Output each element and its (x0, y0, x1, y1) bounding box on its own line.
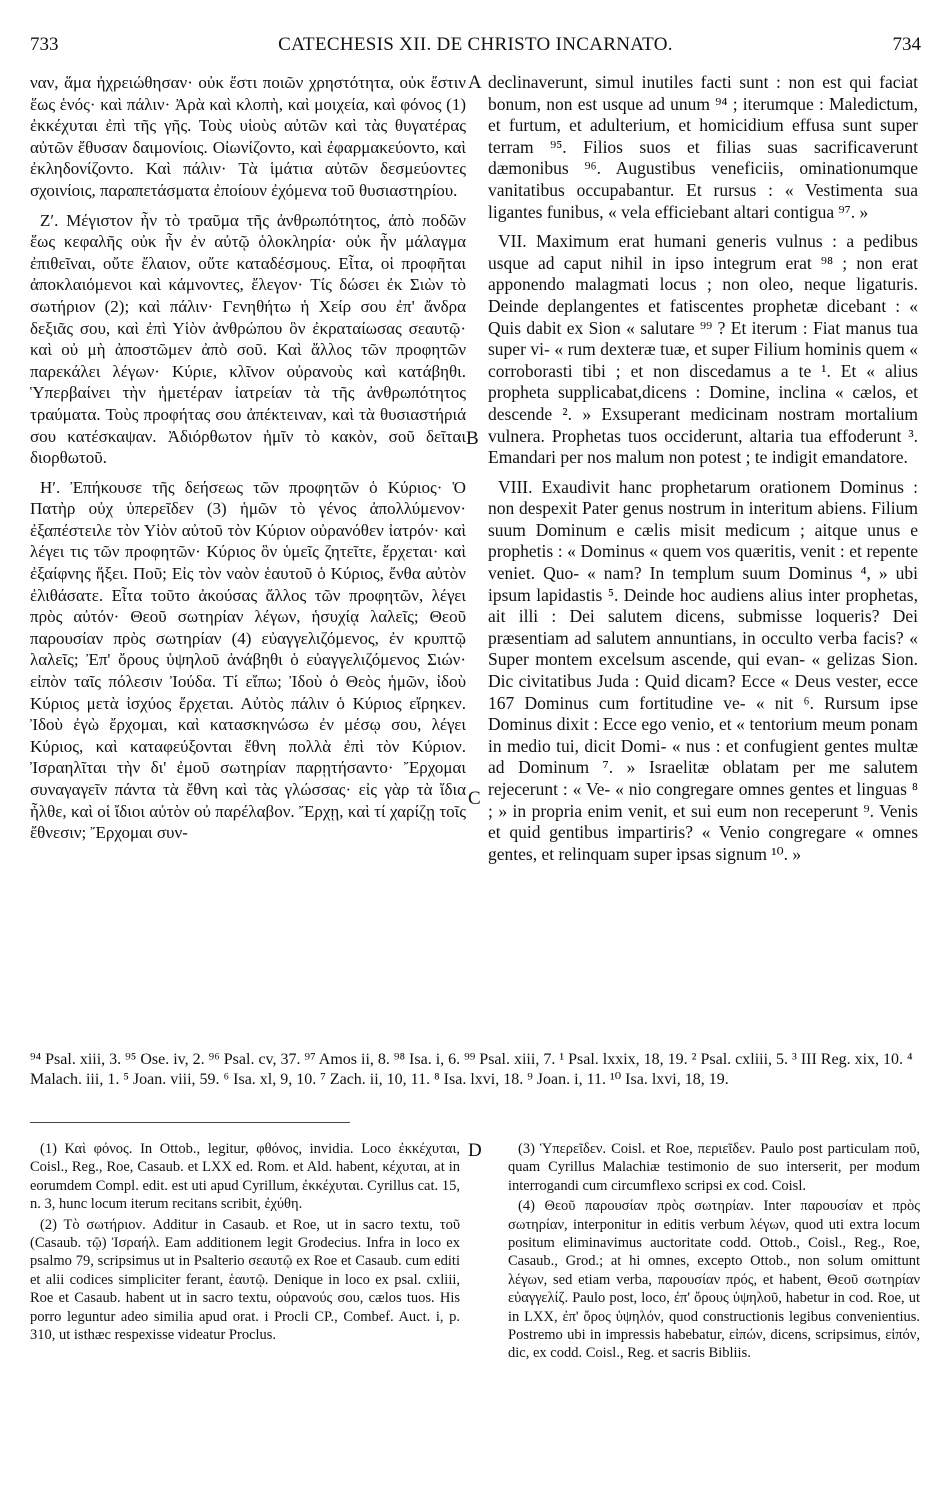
latin-section-8: VIII. Exaudivit hanc prophetarum orationem Dominus : non despexit Pater genus nostrum in interitum abiens. Filium suum Dominum e cælis misit medicum ; aitque unus e prophetis : « Dominus « quem vos quæritis, venit : et repente veniet. Quo- « nam? In templum suum Dominus ⁴, » ubi ipsum lapidastis ⁵. Deinde hoc audiens alius inter prophetas, ait illi : Dei salutem dicens, submisse loqueris? Dei præsentiam ad salutem annuntians, in occulto verba facis? « Super montem excelsum ascende, qui evan- « gelizas Sion. Dic civitatibus Juda : Quid dicam? Ecce « Deus vester, ecce 167 Dominus cum fortitudine ve- « nit ⁶. Rursum ipse Dominus dixit : Ecce ego venio, et « tentorium meum ponam in medio tui, dicit Domi- « nus : et confugient gentes multæ ad Dominum ⁷. » Israelitæ oblatam per me salutem rejecerunt : « Ve- « nio congregare omnes gentes et linguas ⁸ ; » in propria enim venit, et sui eum non receperunt ⁹. Venis et quid gentibus impartiris? « Venio congregare « omnes gentes, et relinquam super ipsas signum ¹⁰. » (488, 476, 918, 864)
greek-section-7: Ζʹ. Μέγιστον ἦν τὸ τραῦμα τῆς ἀνθρωπότητος, ἀπὸ ποδῶν ἕως κεφαλῆς οὐκ ἦν ἐν αὐτῷ ὁλοκληρία· οὐκ ἦν μάλαγμα ἐπιθεῖναι, οὔτε ἔλαιον, οὔτε καταδέσμους. Εἶτα, οἱ προφῆται ἀποκλαιόμενοι καὶ κάμνοντες, ἔλεγον· Τίς δώσει ἐκ Σιὼν τὸ σωτήριον (2); καὶ πάλιν· Γενηθήτω ἡ Χείρ σου ἐπ' ἄνδρα δεξιᾶς σου, καὶ ἐπὶ Υἱὸν ἀνθρώπου ὃν ἐκραταίωσας σεαυτῷ· καὶ οὐ μὴ ἀποστῶμεν ἀπὸ σοῦ. Καὶ ἄλλος τῶν προφητῶν παρεκάλει λέγων· Κύριε, κλῖνον οὐρανοὺς καὶ κατάβηθι. Ὑπερβαίνει τὴν ἡμετέραν ἰατρείαν τὰ τῆς ἀνθρωπότητος τραύματα. Τοὺς προφήτας σου ἀπέκτειναν, καὶ τὰ θυσιαστήριά σου κατέσκαψαν. Ἀδιόρθωτον ἡμῖν τὸ κακὸν, σοῦ δεῖται διορθωτοῦ. (30, 210, 466, 468)
margin-letter-b: B (466, 428, 479, 449)
latin-paragraph-1: declinaverunt, simul inutiles facti sunt : non est qui faciat bonum, non est usque ad unum ⁹⁴ ; iterumque : Maledictum, et furtum, et adulterium, et homicidium effusa sunt super terram ⁹⁵. Filios suos et filias suas sacrificaverunt dæmonibus ⁹⁶. Augustibus veneficiis, ominationumque vanitatibus occupabantur. Et rursus : « Vestimenta sua ligantes funibus, « vela efficiebant altari contigua ⁹⁷. » (488, 72, 918, 222)
greek-section-8: Ηʹ. Ἐπήκουσε τῆς δεήσεως τῶν προφητῶν ὁ Κύριος· Ὁ Πατὴρ οὐχ ὑπερεῖδεν (3) ἡμῶν τὸ γένος ἀπολλύμενον· ἐξαπέστειλε τὸν Υἱὸν αὐτοῦ τὸν Κύριον οὐρανόθεν ἰατρόν· καὶ λέγει τις τῶν προφητῶν· Κύριος ὃν ὑμεῖς ζητεῖτε, ἔρχεται· καὶ ἐξαίφνης ἥξει. Ποῦ; Εἰς τὸν ναὸν ἑαυτοῦ ὁ Κύριος, ἔνθα αὐτὸν ἐλιθάσατε. Εἶτα τοῦτο ἀκούσας ἄλλος τῶν προφητῶν, λέγει πρὸς αὐτόν· Θεοῦ σωτηρίαν λέγων, ἡσυχίᾳ λαλεῖς; Θεοῦ παρουσίαν πρὸς σωτηρίαν (4) εὐαγγελιζόμενος, ἐν κρυπτῷ λαλεῖς; Ἐπ' ὄρους ὑψηλοῦ ἀνάβηθι ὁ εὐαγγελιζόμενος Σιών· εἰπὸν ταῖς πόλεσιν Ἰούδα. Τί εἴπω; Ἰδοὺ ὁ Θεὸς ἡμῶν, ἰδοὺ Κύριος μετὰ ἰσχύος ἔρχεται. Αὐτὸς πάλιν ὁ Κύριος εἴρηκεν. Ἰδοὺ ἐγὼ ἔρχομαι, καὶ κατασκηνώσω ἐν μέσῳ σου, λέγει Κύριος, καὶ καταφεύξονται ἔθνη πολλὰ ἐπὶ τὸν Κύριον. Ἰσραηλῖται τὴν δι' ἐμοῦ σωτηρίαν παρῃτήσαντο· Ἔρχομαι συναγαγεῖν πάντα τὰ ἔθνη καὶ τὰς γλώσσας· εἰς γὰρ τὰ ἴδια ἦλθε, καὶ οἱ ἴδιοι αὐτὸν οὐ παρέλαβον. Ἔρχῃ, καὶ τί χαρίζῃ τοῖς ἔθνεσιν; Ἔρχομαι συν- (30, 477, 466, 843)
running-title: CATECHESIS XII. DE CHRISTO INCARNATO. (278, 34, 673, 55)
latin-section-7: VII. Maximum erat humani generis vulnus : a pedibus usque ad caput nihil in ipso integrum erat ⁹⁸ ; non erat apponendo malagmati locus ; non oleo, neque ligaturis. Deinde deplangentes et fatiscentes prophetæ dicebant : « Quis dabit ex Sion « salutare ⁹⁹ ? Et iterum : Fiat manus tua super vi- « rum dexteræ tuæ, et super Filium hominis quem « corroborasti tibi ; et non discedamus a te ¹. Et « alius propheta supplicabat,dicens : Domine, inclina « cælos, et descende ². » Exsuperant medicinam nostram mortalium vulnera. Prophetas tuos occiderunt, altaria tua effoderunt ³. Emandari per nos malum non potest ; te indigit emandatore. (488, 231, 918, 468)
footnote-2: (2) Τὸ σωτήριον. Additur in Casaub. et Roe, ut in sacro textu, τοῦ (Casaub. τῷ) Ἰσραήλ. Eam additionem legit Grodecius. Infra in loco ex psalmo 79, scripsimus ut in Psalterio σεαυτῷ ex Roe et Casaub. cum editi et alii codices simpliciter ferant, ἑαυτῷ. Denique in loco ex psal. cxliii, Roe et Casaub. habent ut in sacro textu, οὐρανούς σου, cælos tuos. His porro leguntur adeo similia apud orat. i Procli CP., Combef. Auct. i, p. 310, ut isthæc respexisse videatur Proclus. (30, 1216, 460, 1344)
scripture-references: ⁹⁴ Psal. xiii, 3. ⁹⁵ Ose. iv, 2. ⁹⁶ Psal. cv, 37. ⁹⁷ Amos ii, 8. ⁹⁸ Isa. i, 6. ⁹⁹ Psal. xiii, 7. ¹ Psal. lxxix, 18, 19. ² Psal. cxliii, 5. ³ III Reg. xix, 10. ⁴ Malach. iii, 1. ⁵ Joan. viii, 59. ⁶ Isa. xl, 9, 10. ⁷ Zach. ii, 10, 11. ⁸ Isa. lxvi, 18. ⁹ Joan. i, 11. ¹⁰ Isa. lxvi, 18, 19. (30, 1051, 913, 1088)
footnote-4: (4) Θεοῦ παρουσίαν πρὸς σωτηρίαν. Inter παρουσίαν et πρὸς σωτηρίαν, interponitur in editis verbum λέγων, quod uti extra locum positum eliminavimus auctoritate codd. Ottob., Coisl., Reg., Roe, Casaub., Grod.; at hi omnes, excepto Ottob., non solum omittunt λέγων, sed etiam verba, παρουσίαν πρός, et habent, Θεοῦ σωτηρίαν εὐαγγελίζ. Paulo post, loco, ἐπ' ὄρους ὑψηλοῦ, habetur in cod. Roe, ut in LXX, ἐπ' ὄρος ὑψηλόν, quod constructionis legibus convenientius. Postremo ubi in impressis habebatur, εἰπών, dicens, scripsimus, εἰπόν, dic, ex codd. Coisl., Reg. et sacris Bibliis. (508, 1198, 920, 1362)
margin-letter-d: D (468, 1140, 482, 1161)
page-number-right: 734 (892, 34, 921, 55)
footnote-1: (1) Καὶ φόνος. In Ottob., legitur, φθόνος, invidia. Loco ἐκκέχυται, Coisl., Reg., Roe, Casaub. et LXX ed. Rom. et Ald. habent, κέχυται, at in eorumdem Compl. edit. est uti apud Cyrillum, ἐκκέχυται. Cyrillus cat. 15, n. 3, hunc locum iterum recitans scribit, ἐχύθη. (30, 1141, 460, 1213)
margin-letter-a: A (468, 72, 482, 93)
margin-letter-c: C (468, 788, 481, 809)
greek-column (30, 72, 466, 852)
greek-paragraph-1: ναν, ἅμα ἠχρειώθησαν· οὐκ ἔστι ποιῶν χρηστότητα, οὐκ ἔστιν ἕως ἑνός· καὶ πάλιν· Ἀρὰ καὶ κλοπὴ, καὶ μοιχεία, καὶ φόνος (1) ἐκκέχυται ἐπὶ τῆς γῆς. Τοὺς υἱοὺς αὐτῶν καὶ τὰς θυγατέρας αὐτῶν ἔθυσαν δαιμονίοις. Οἰωνίζοντο, καὶ ἐφαρμακεύοντο, καὶ ἐκληδονίζοντο. Καὶ πάλιν· Τὰ ἱμάτια αὐτῶν δεσμεύοντες σχοινίοις, παραπετάσματα ἐποίουν ἐχόμενα τοῦ θυσιαστηρίου. (30, 73, 466, 200)
footnote-divider (30, 1122, 350, 1123)
footnotes-right (508, 1140, 920, 1365)
latin-column (488, 72, 918, 873)
footnote-3: (3) Ὑπερεῖδεν. Coisl. et Roe, περιεῖδεν. Paulo post particulam ποῦ, quam Cyrillus Malachiæ testimonio de suo interserit, per modum interrogandi cum circumflexo scripsi ex cod. Coisl. (508, 1141, 920, 1194)
page-number-left: 733 (30, 34, 59, 55)
running-header (30, 34, 921, 60)
footnotes-left (30, 1140, 460, 1346)
